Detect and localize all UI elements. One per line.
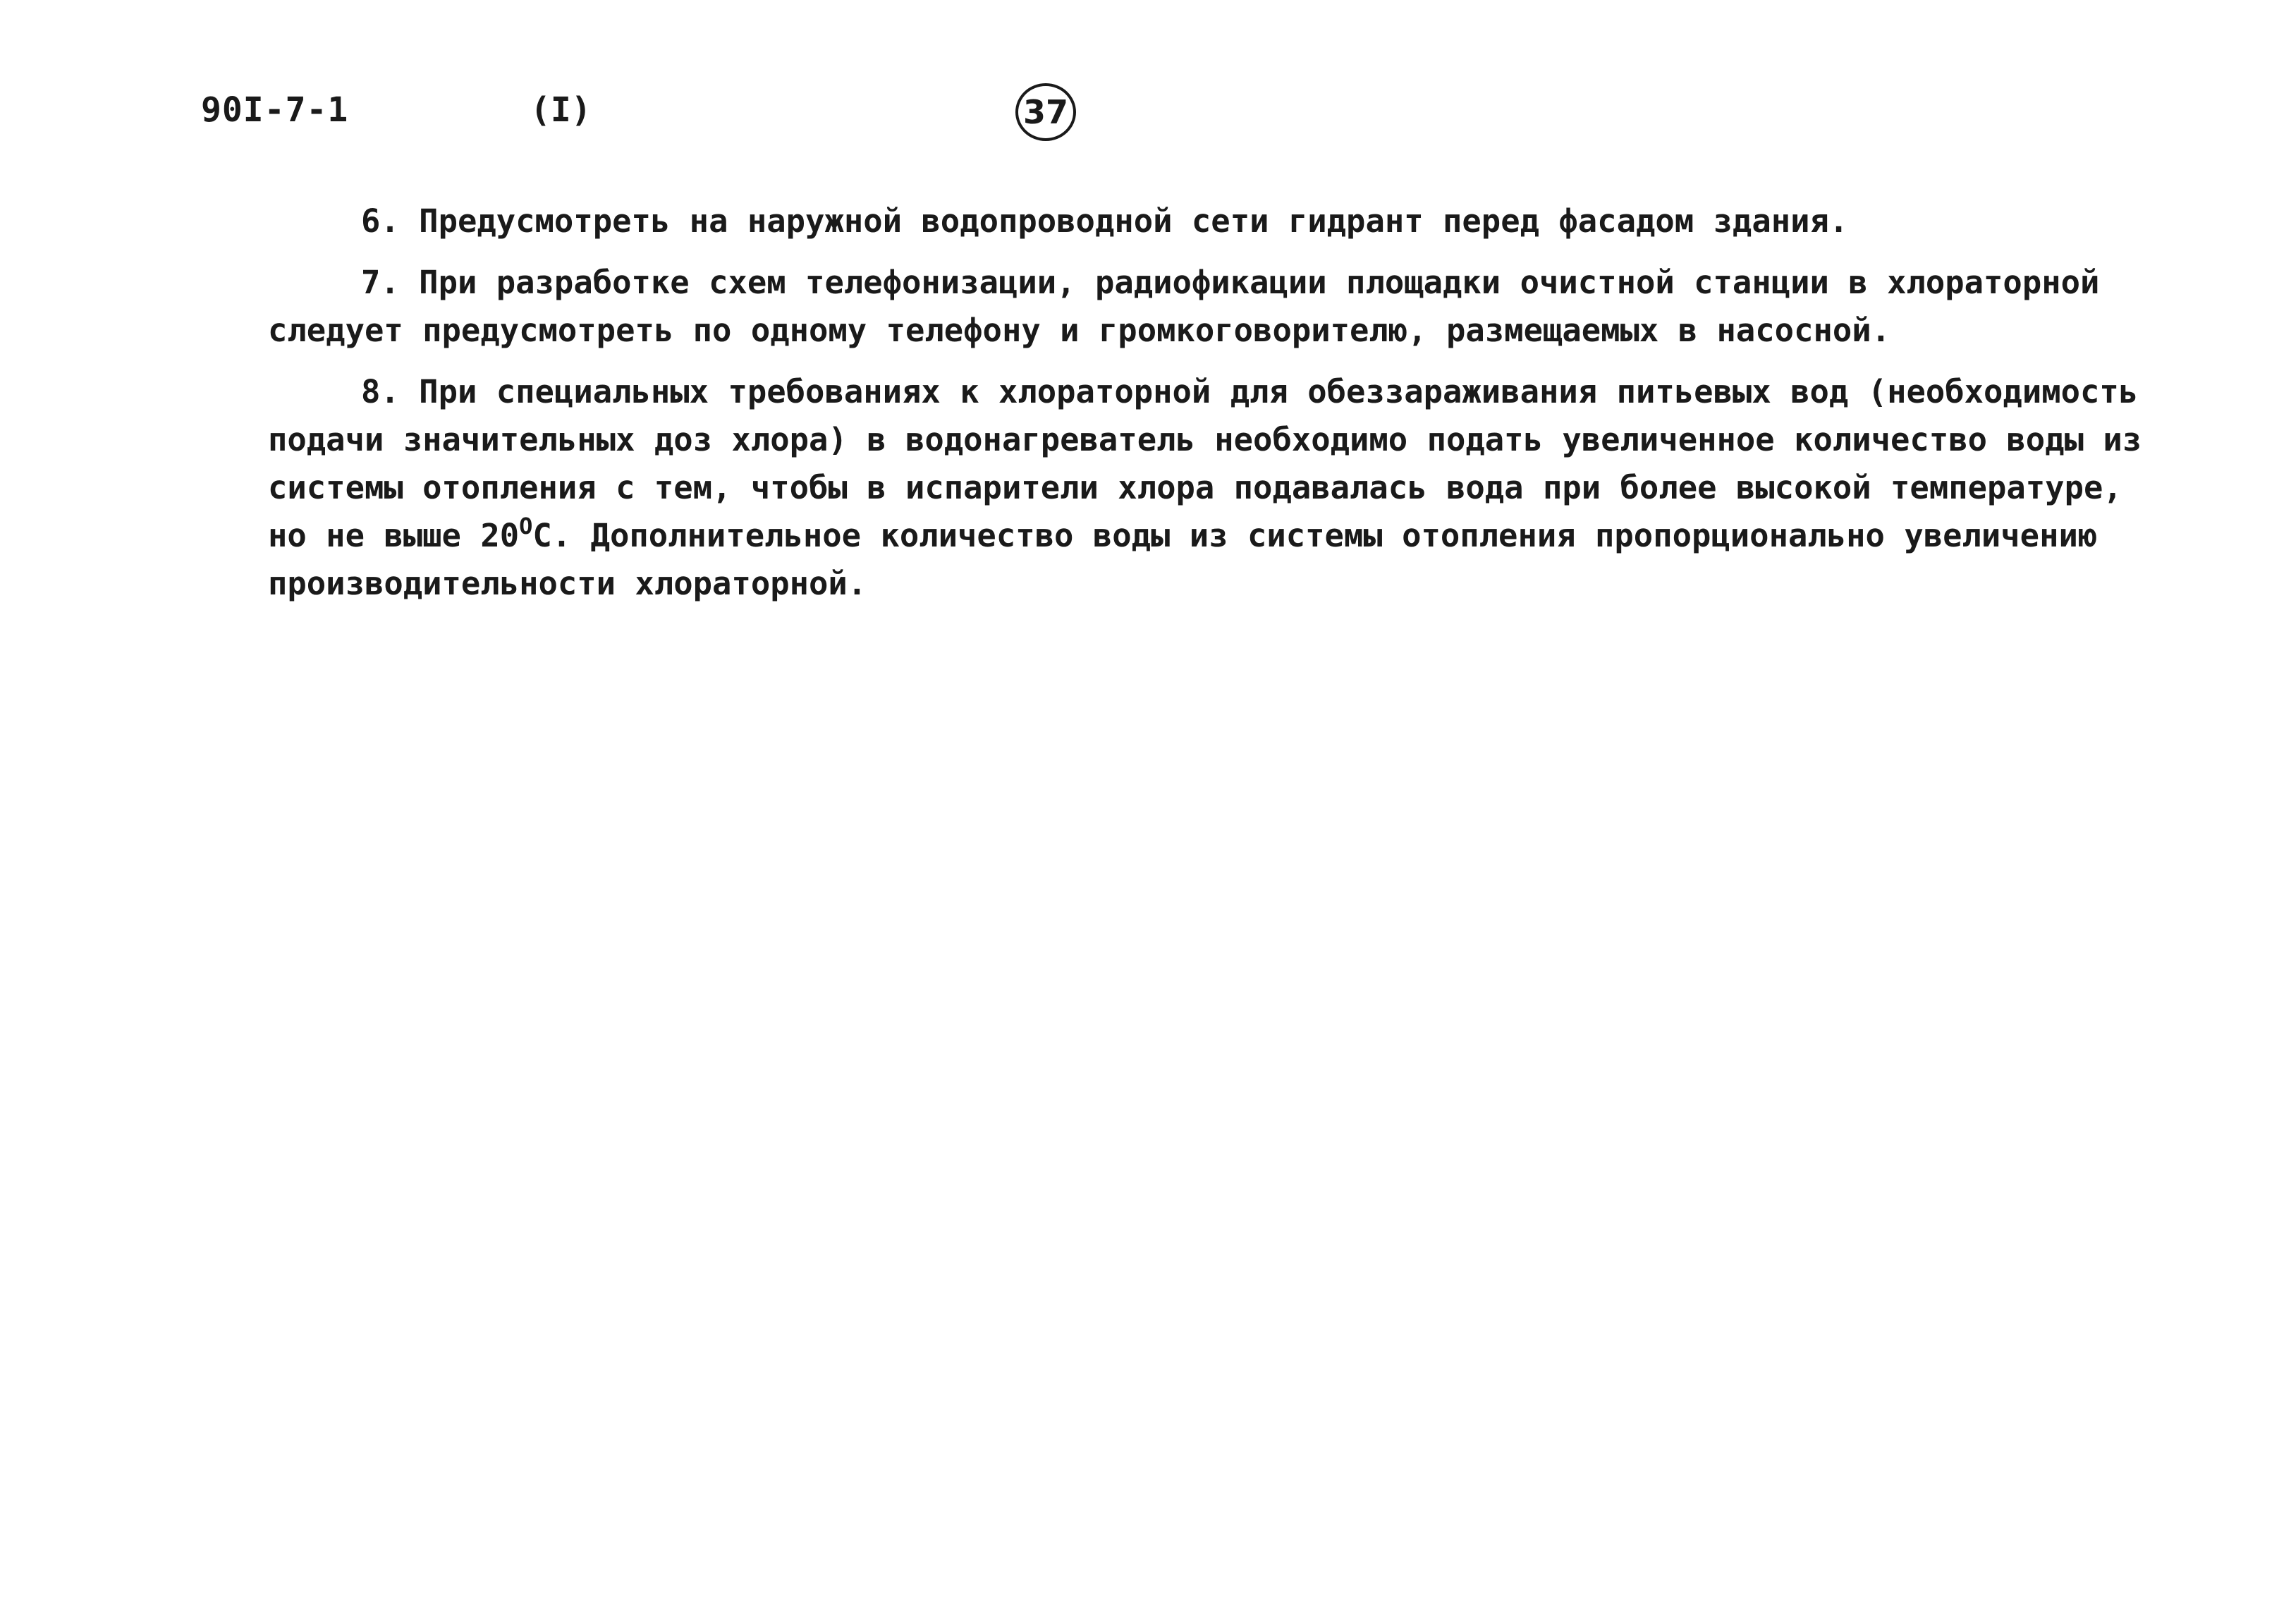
paragraph-line: подачи значительных доз хлора) в водонагреватель необходимо подать увеличенное количество воды из	[268, 421, 2142, 458]
paragraph-line: 8. При специальных требованиях к хлораторной для обеззараживания питьевых вод (необходимость	[361, 373, 2139, 410]
temperature-text-start: но не выше 20	[268, 517, 520, 554]
document-body	[268, 197, 2142, 621]
page-number-badge	[1015, 83, 1076, 141]
paragraph-line: системы отопления с тем, чтобы в испарители хлора подавалась вода при более высокой температуре,	[268, 469, 2122, 506]
document-code: 90I-7-1	[201, 90, 349, 130]
paragraph-line: производительности хлораторной.	[268, 565, 867, 602]
paragraph-line-temperature	[268, 512, 2101, 560]
page-number: 37	[1022, 93, 1068, 131]
paragraph-line: следует предусмотреть по одному телефону и громкоговорителю, размещаемых в насосной.	[268, 312, 1891, 349]
paragraph-line: 6. Предусмотреть на наружной водопроводной сети гидрант перед фасадом здания.	[361, 202, 1849, 240]
paragraph-6	[268, 197, 2101, 245]
paragraph-line: 7. При разработке схем телефонизации, радиофикации площадки очистной станции в хлораторной	[361, 264, 2100, 301]
paragraph-7	[268, 259, 2101, 355]
temperature-text-end: С. Дополнительное количество воды из системы отопления пропорционально увеличению	[532, 517, 2098, 554]
document-code-suffix: 1	[327, 90, 349, 130]
document-part: (I)	[530, 90, 592, 130]
degree-mark: O	[519, 512, 533, 539]
paragraph-8	[268, 368, 2142, 608]
